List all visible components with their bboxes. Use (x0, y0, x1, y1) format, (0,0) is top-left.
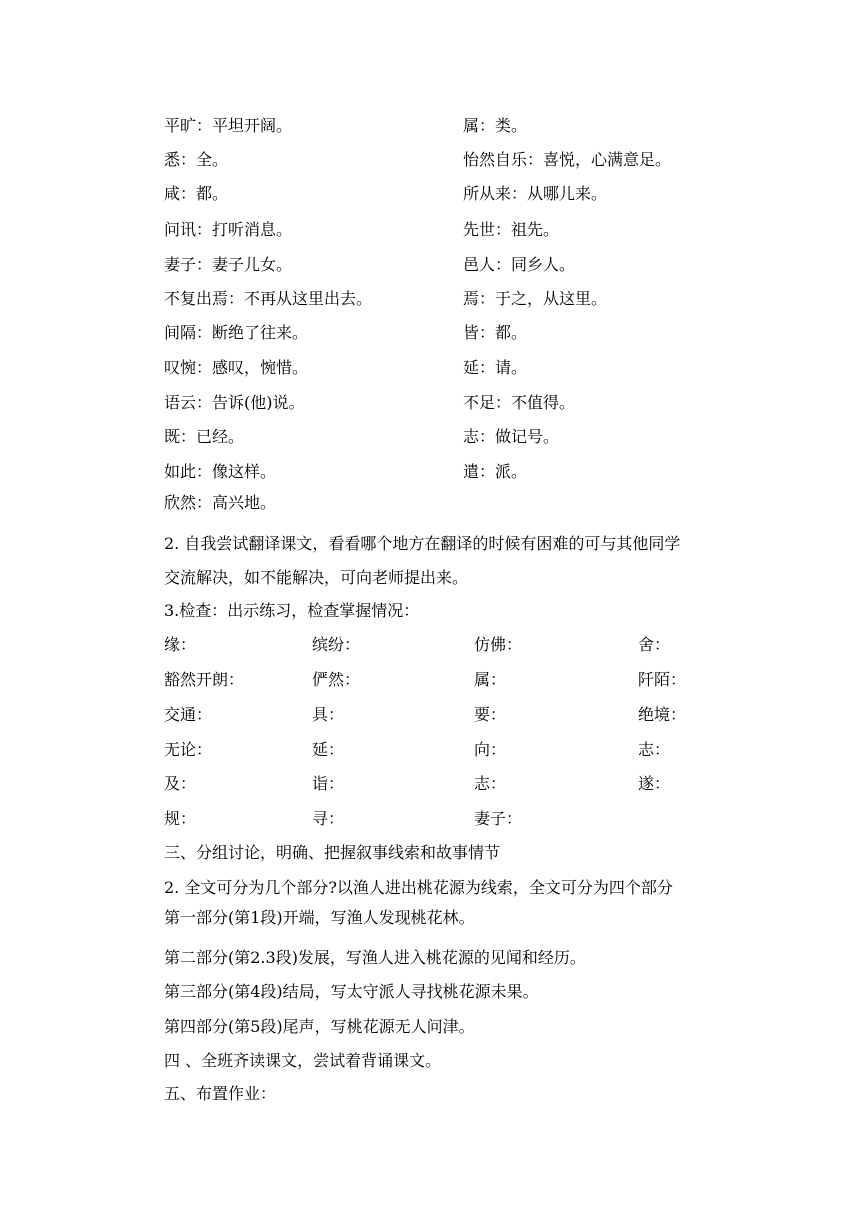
vocab-left-item: 问讯：打听消息。 (164, 220, 293, 239)
vocab-left-item: 平旷：平坦开阔。 (164, 116, 293, 135)
vocab-left-item: 咸：都。 (164, 184, 229, 203)
vocab-right-item: 邑人：同乡人。 (463, 255, 576, 274)
step3-heading: 3.检查：出示练习，检查掌握情况： (164, 601, 420, 620)
vocab-left-item: 如此：像这样。 (164, 462, 277, 481)
vocab-left-item: 悉：全。 (164, 150, 229, 169)
check-item: 要： (474, 705, 507, 724)
check-item: 妻子： (474, 809, 523, 828)
check-item: 缤纷： (312, 635, 361, 654)
check-item: 交通： (164, 705, 213, 724)
vocab-left-item: 既：已经。 (164, 427, 245, 446)
check-item: 具： (312, 705, 345, 724)
check-item: 属： (474, 670, 507, 689)
vocab-right-item: 不足：不值得。 (463, 393, 576, 412)
part3-line: 第三部分(第4段)结局，写太守派人寻找桃花源未果。 (164, 982, 539, 1001)
section3-heading: 三、分组讨论，明确、把握叙事线索和故事情节 (164, 843, 501, 862)
vocab-left-item: 妻子：妻子儿女。 (164, 255, 293, 274)
step2-paragraph-line1: 2. 自我尝试翻译课文，看看哪个地方在翻译的时候有困难的可与其他同学 (164, 534, 681, 553)
check-item: 志： (638, 740, 671, 759)
vocab-left-item: 叹惋：感叹，惋惜。 (164, 358, 309, 377)
section5-heading: 五、布置作业： (164, 1084, 277, 1103)
check-item: 绝境： (638, 705, 687, 724)
part2-line: 第二部分(第2.3段)发展，写渔人进入桃花源的见闻和经历。 (164, 948, 586, 967)
vocab-left-item: 不复出焉：不再从这里出去。 (164, 289, 373, 308)
check-item: 向： (474, 740, 507, 759)
check-item: 寻： (312, 809, 345, 828)
check-item: 缘： (164, 635, 197, 654)
check-item: 俨然： (312, 670, 361, 689)
vocab-left-item: 欣然：高兴地。 (164, 493, 277, 512)
section4-heading: 四 、全班齐读课文，尝试着背诵课文。 (164, 1051, 442, 1070)
vocab-right-item: 所从来：从哪儿来。 (463, 184, 608, 203)
check-item: 及： (164, 774, 197, 793)
check-item: 延： (312, 740, 345, 759)
parts-intro: 2. 全文可分为几个部分?以渔人进出桃花源为线索，全文可分为四个部分 (164, 878, 673, 897)
check-item: 志： (474, 774, 507, 793)
vocab-right-item: 先世：祖先。 (463, 220, 560, 239)
part1-line: 第一部分(第1段)开端，写渔人发现桃花林。 (164, 908, 475, 927)
vocab-left-item: 语云：告诉(他)说。 (164, 393, 305, 412)
check-item: 遂： (638, 774, 671, 793)
vocab-right-item: 皆：都。 (463, 323, 528, 342)
vocab-right-item: 属：类。 (463, 116, 528, 135)
check-item: 仿佛： (474, 635, 523, 654)
check-item: 阡陌： (638, 670, 687, 689)
check-item: 无论： (164, 740, 213, 759)
check-item: 舍： (638, 635, 671, 654)
vocab-right-item: 焉：于之，从这里。 (463, 289, 608, 308)
vocab-right-item: 志：做记号。 (463, 427, 560, 446)
vocab-right-item: 怡然自乐：喜悦，心满意足。 (463, 150, 672, 169)
check-item: 诣： (312, 774, 345, 793)
check-item: 豁然开朗： (164, 670, 245, 689)
step2-paragraph-line2: 交流解决，如不能解决，可向老师提出来。 (164, 568, 469, 587)
vocab-right-item: 遣：派。 (463, 462, 528, 481)
vocab-right-item: 延：请。 (463, 358, 528, 377)
part4-line: 第四部分(第5段)尾声，写桃花源无人问津。 (164, 1017, 475, 1036)
vocab-left-item: 间隔：断绝了往来。 (164, 323, 309, 342)
check-item: 规： (164, 809, 197, 828)
